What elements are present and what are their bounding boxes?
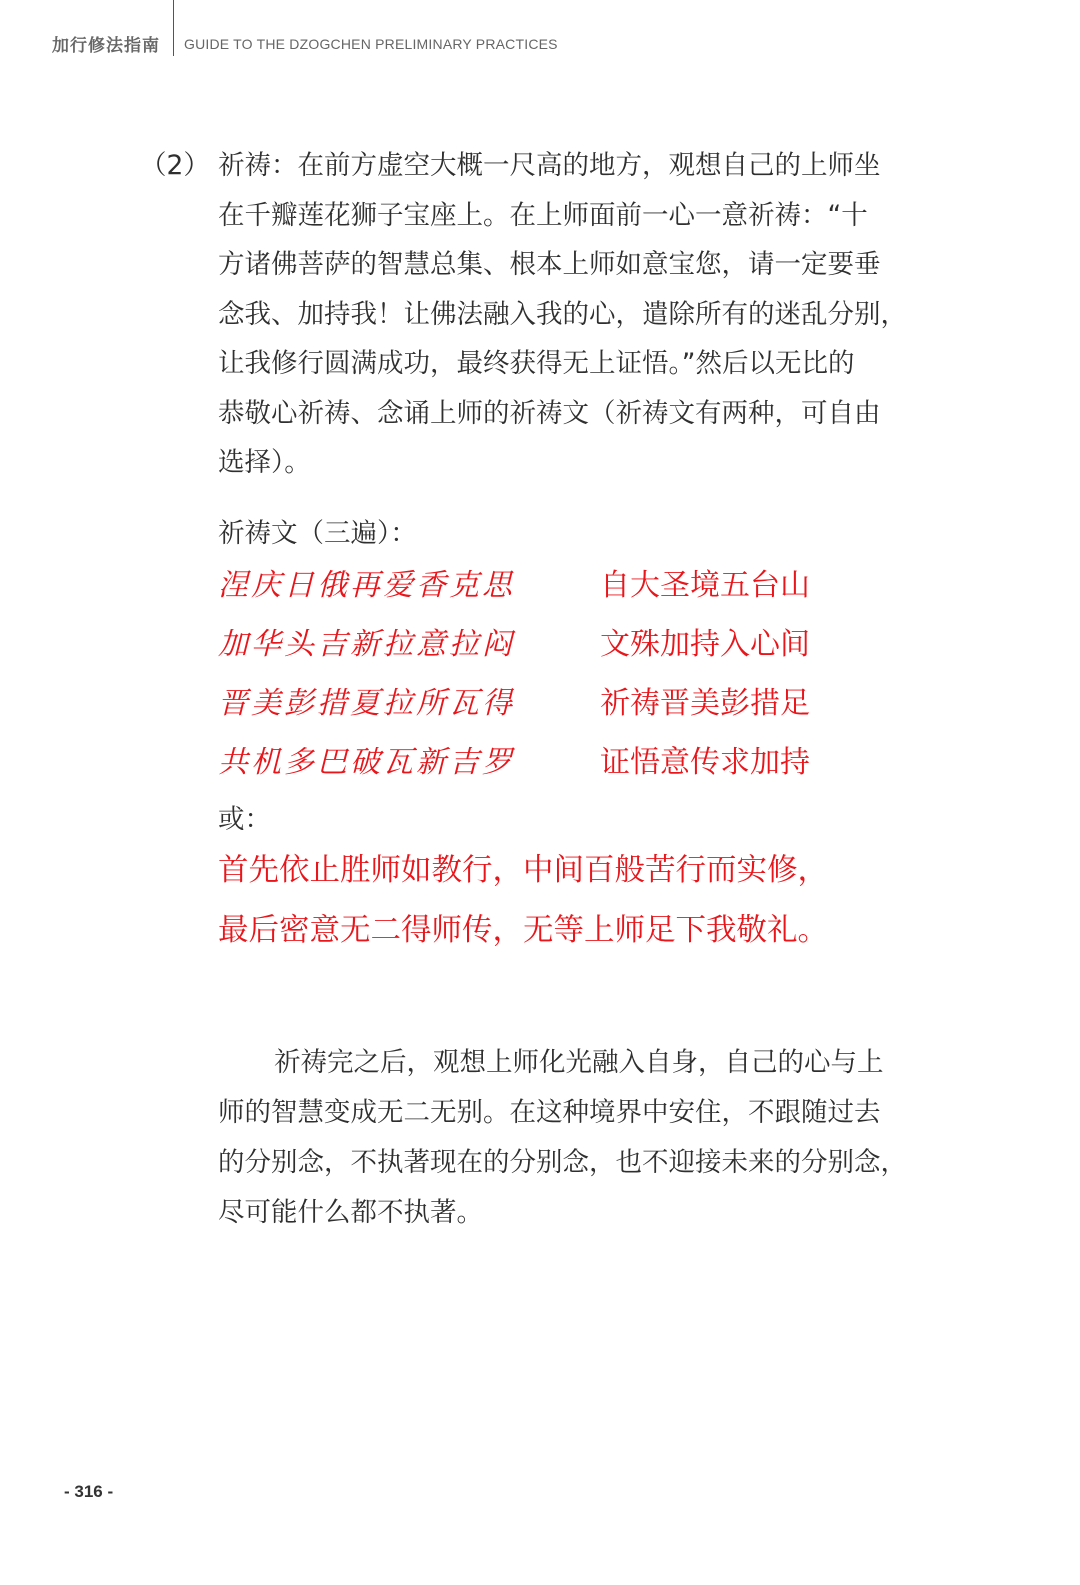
running-header [0, 0, 1080, 60]
prayer-label: 祈祷文（三遍）： [218, 518, 417, 549]
paragraph-line-text: 在千瓣莲花狮子宝座上。在上师面前一心一意祈祷：“十 [218, 199, 868, 231]
paragraph-line: 师的智慧变成无二无别。在这种境界中安住，不跟随过去 [218, 1097, 881, 1128]
book-title-chinese: 加行修法指南 [52, 36, 160, 56]
alternative-prayer [218, 846, 828, 966]
verse-transliteration: 涅庆日俄再爱香克思 [218, 568, 515, 603]
paragraph-line: 尽可能什么都不执著。 [218, 1197, 483, 1228]
page-number: - 316 - [64, 1482, 114, 1501]
alternative-prayer-line: 首先依止胜师如教行，中间百般苦行而实修， [218, 853, 828, 888]
book-title-english: GUIDE TO THE DZOGCHEN PRELIMINARY PRACTICES [184, 36, 558, 52]
closing-paragraph [218, 1040, 907, 1240]
alternative-prayer-line: 最后密意无二得师传，无等上师足下我敬礼。 [218, 913, 828, 948]
paragraph-line-text: 恭敬心祈祷、念诵上师的祈祷文（祈祷文有两种，可自由 [218, 397, 881, 429]
verse-transliteration: 加华头吉新拉意拉闷 [218, 627, 515, 662]
section-number: （2） [140, 150, 210, 181]
paragraph-line: 的分别念，不执著现在的分别念，也不迎接未来的分别念， [218, 1147, 907, 1178]
paragraph-line-text: 念我、加持我！让佛法融入我的心，遣除所有的迷乱分别， [218, 298, 907, 330]
paragraph-line-text: 让我修行圆满成功，最终获得无上证悟。”然后以无比的 [218, 348, 855, 379]
paragraph-line: 祈祷完之后，观想上师化光融入自身，自己的心与上 [274, 1047, 884, 1078]
verse-meaning: 文殊加持入心间 [600, 627, 810, 662]
verse-transliteration: 晋美彭措夏拉所瓦得 [218, 686, 515, 721]
verse-meaning: 自大圣境五台山 [600, 568, 810, 603]
or-label: 或： [218, 804, 271, 835]
verse-transliteration: 共机多巴破瓦新吉罗 [218, 745, 515, 780]
verse-meaning: 证悟意传求加持 [600, 745, 810, 780]
header-divider [173, 0, 174, 56]
paragraph-line-text: 祈祷：在前方虚空大概一尺高的地方，观想自己的上师坐 [218, 150, 881, 181]
paragraph-line-text: 选择）。 [218, 447, 311, 478]
paragraph-line-text: 方诸佛菩萨的智慧总集、根本上师如意宝您，请一定要垂 [218, 249, 881, 280]
verse-meaning: 祈祷晋美彭措足 [600, 686, 810, 721]
